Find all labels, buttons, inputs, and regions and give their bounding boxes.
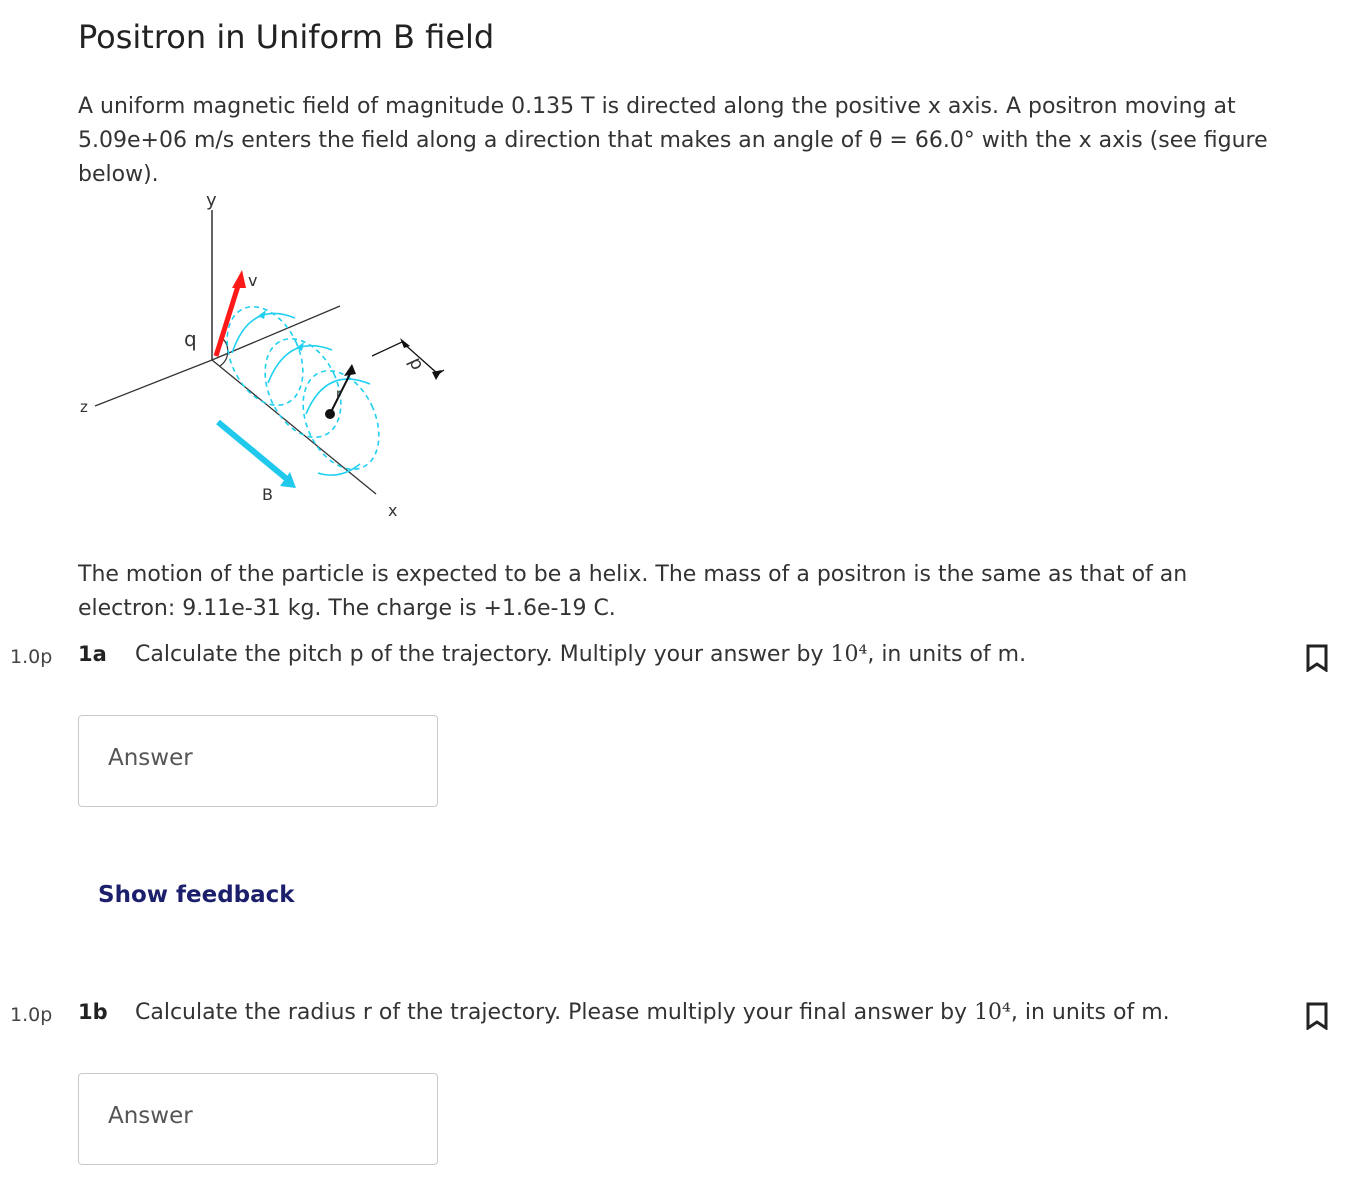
pitch-arrowhead xyxy=(432,370,442,380)
answer-field-1b[interactable] xyxy=(78,1073,438,1165)
velocity-arrowhead xyxy=(232,270,246,288)
answer-input-1a[interactable] xyxy=(106,744,410,772)
helix-figure xyxy=(60,188,480,528)
label-q: q xyxy=(184,327,197,351)
question-text: Calculate the pitch p of the trajectory. Multiply your answer by 10⁴, in units of m. xyxy=(135,642,1027,667)
page-title: Positron in Uniform B field xyxy=(78,18,495,56)
bookmark-icon[interactable] xyxy=(1306,644,1328,672)
field-vector xyxy=(218,422,288,480)
problem-description: The motion of the particle is expected to be a helix. The mass of a positron is the same as that of an electron: 9.11e-31 kg. The charge is +1.6e-19 C. xyxy=(78,562,1188,621)
label-B: B xyxy=(262,485,273,504)
show-feedback-link[interactable]: Show feedback xyxy=(98,882,295,908)
label-v: v xyxy=(248,271,258,290)
helix-path xyxy=(212,295,394,482)
x-axis xyxy=(212,360,376,494)
radius-arrowhead xyxy=(344,364,356,376)
question-number: 1a xyxy=(78,642,107,666)
helix-arrowhead xyxy=(258,310,266,319)
problem-intro: A uniform magnetic field of magnitude 0.135 T is directed along the positive x axis. A positron moving at 5.09e+06 m/s enters the field along a direction that makes an angle of θ = 66.0° with the x axis (see figure below). xyxy=(78,94,1268,187)
label-y: y xyxy=(206,190,217,211)
label-z: z xyxy=(80,398,88,416)
question-1b xyxy=(0,996,1371,1036)
question-points: 1.0p xyxy=(10,1004,53,1026)
question-points: 1.0p xyxy=(10,646,53,668)
question-1a xyxy=(0,638,1371,678)
question-text: Calculate the radius r of the trajectory. Please multiply your final answer by 10⁴, in units of m. xyxy=(135,1000,1170,1025)
z-axis xyxy=(95,360,212,406)
label-p: p xyxy=(404,354,429,374)
pitch-arrowhead xyxy=(400,338,410,348)
answer-input-1b[interactable] xyxy=(106,1102,410,1130)
bookmark-icon[interactable] xyxy=(1306,1002,1328,1030)
question-number: 1b xyxy=(78,1000,108,1024)
answer-field-1a[interactable] xyxy=(78,715,438,807)
helix-diagram xyxy=(60,188,480,528)
label-x: x xyxy=(388,501,398,520)
label-r: r xyxy=(336,387,342,402)
